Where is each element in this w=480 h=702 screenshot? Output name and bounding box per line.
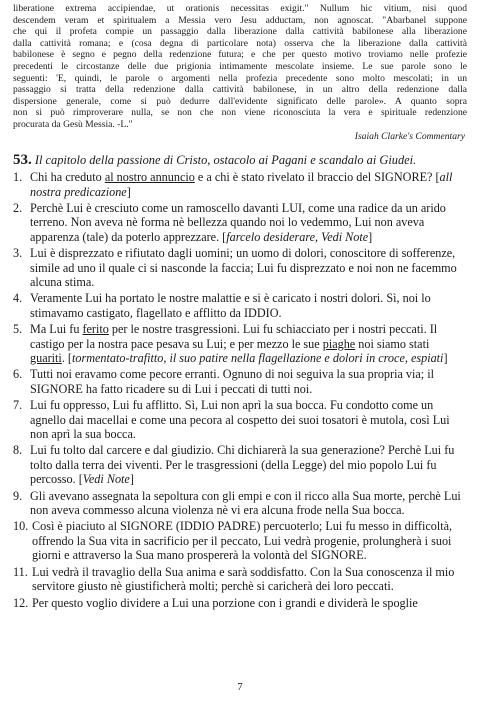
underlined-phrase: al nostro annuncio	[104, 170, 195, 185]
verse-number: 2.	[13, 200, 23, 215]
verse-text: ]	[126, 184, 131, 199]
verse-text: Perchè Lui è cresciuto come un ramoscello davanti LUI, come una radice da un arido terreno. Non aveva nè forma nè bellezza quando noi lo vedemmo, Lui non aveva apparenza (tale) da poterlo apprezzare. [	[30, 200, 446, 244]
verse-text: Così è piaciuto al SIGNORE (IDDIO PADRE) percuoterlo; Lui fu messo in difficoltà, offrendo la Sua vita in sacrificio per il peccato, Lui vedrà progenie, prolungherà i suoi giorni e attraverso la Sua mano prospererà la volontà del SIGNORE.	[32, 519, 453, 563]
verse-item	[13, 170, 467, 199]
verse-text: Lui è disprezzato e rifiutato dagli uomini; un uomo di dolori, conoscitore di sofferenze, simile ad uno il quale ci si nasconde la faccia; Lui fu disprezzato e noi non ne facemmo alcuna stima.	[30, 246, 457, 289]
verse-number: 1.	[13, 170, 23, 185]
verse-text: Veramente Lui ha portato le nostre malattie e si è caricato i nostri dolori. Sì, noi lo stimavamo castigato, flagellato e afflitto da IDDIO.	[30, 291, 431, 320]
underlined-phrase: piaghe	[322, 336, 356, 351]
verse-text: Lui fu oppresso, Lui fu afflitto. Sì, Lui non aprì la sua bocca. Fu condotto come un agnello dai macellai e come una pecora al cospetto dei suoi tosatori è mutola, così Lui non aprì la sua bocca.	[30, 398, 450, 442]
verse-item	[13, 246, 467, 289]
underlined-phrase: ferito	[82, 322, 109, 337]
bracket-note: Vedi Note	[82, 472, 130, 487]
verse-text: per le nostre trasgressioni. Lui fu schiacciato per i nostri peccati. Il castigo per la nostra pace pesava su Lui; e per mezzo le sue	[30, 322, 438, 351]
verse-number: 8.	[13, 443, 23, 458]
verse-item	[13, 565, 467, 594]
verse-number: 7.	[13, 398, 23, 413]
chapter-title: Il capitolo della passione di Cristo, ostacolo ai Pagani e scandalo ai Giudei.	[34, 153, 417, 168]
verse-item	[13, 367, 467, 396]
verse-text: Ma Lui fu	[30, 322, 83, 337]
commentary-line: che qui il profeta compie un passaggio dalla liberazione dalla cattività babilonese alla liberazione	[13, 26, 467, 38]
verse-text: . [	[61, 351, 72, 365]
commentary-line: dalla cattività romana; e (cosa degna di particolare nota) osserva che la liberazione dalla cattività	[13, 37, 467, 49]
page-number: 7	[237, 681, 243, 693]
verse-text: ]	[129, 472, 134, 487]
commentary-line: passaggio si tratta della redenzione dalla cattività babilonese, in un altro della redenzione dalla	[13, 84, 467, 96]
verse-text: Tutti noi eravamo come pecore erranti. Ognuno di noi seguiva la sua propria via; il SIGNORE ha fatto ricadere su di Lui i peccati di tutti noi.	[30, 367, 435, 396]
verse-text: Gli avevano assegnata la sepoltura con gli empi e con il ricco alla Sua morte, perchè Lui non aveva commesso alcuna violenza nè vi era alcuna frode nella Sua bocca.	[30, 488, 461, 518]
chapter-number: 53.	[13, 152, 32, 169]
commentary-line: procurata da Gesù Messia. -L."	[13, 118, 133, 130]
bracket-note: farcelo desiderare, Vedi Note	[226, 229, 369, 244]
verse-item	[13, 443, 467, 486]
commentary-line: precedenti le circostanze delle due prigionia intimamente mescolate insieme. Le sue parole sono le	[13, 60, 467, 72]
verse-number: 6.	[13, 367, 23, 382]
verse-item	[13, 322, 467, 365]
verse-number: 5.	[13, 322, 23, 337]
verse-number: 11.	[13, 564, 28, 579]
commentary-line: dispersione generale, come si può dedurre dall'evidente significato delle parole». A quanto sopra	[13, 95, 467, 107]
verse-item	[13, 201, 467, 244]
verse-item	[13, 291, 467, 320]
verse-text: Lui fu tolto dal carcere e dal giudizio. Chi dichiarerà la sua generazione? Perchè Lui fu tolto dalla terra dei viventi. Per le trasgressioni (della Legge) del mio popolo Lui fu percosso. [	[30, 443, 455, 487]
verse-text: Lui vedrà il travaglio della Sua anima e sarà soddisfatto. Con la Sua conoscenza il mio servitore giusto nè giustificherà molti; perchè si caricherà dei loro peccati.	[32, 564, 455, 594]
verse-item	[13, 596, 467, 610]
verse-text: ]	[443, 351, 448, 365]
verse-number: 9.	[13, 488, 23, 503]
bracket-note: tormentato-trafitto, il suo patire nella flagellazione e dolori in croce, espiati	[71, 351, 444, 365]
verse-text: noi siamo stati	[355, 336, 430, 351]
verse-text: e a chi è stato rivelato il braccio del SIGNORE? [	[194, 170, 440, 185]
verse-text: Chi ha creduto	[30, 170, 105, 185]
verse-number: 12.	[13, 595, 29, 610]
verse-number: 4.	[13, 291, 23, 306]
commentary-line: descendem veram et spiritualem a Messia vero Jesu adductam, non agnoscat. "Abarbanel suppone	[13, 14, 467, 26]
commentary-attribution: Isaiah Clarke's Commentary	[354, 130, 465, 142]
verse-text: Per questo voglio dividere a Lui una porzione con i grandi e dividerà le spoglie	[32, 595, 418, 610]
commentary-line: babilonese è segno e pegno della redenzione futura; e che per questo motivo troviamo nelle profezie	[13, 49, 467, 61]
verse-list	[13, 170, 467, 610]
chapter-heading	[13, 153, 467, 168]
commentary-block	[13, 3, 467, 131]
verse-number: 3.	[13, 246, 23, 261]
verse-item	[13, 489, 467, 518]
commentary-line: seguenti: 'E, quindi, le parole o argomenti nella profezia precedente sono molto mescolati; in un	[13, 72, 467, 84]
verse-number: 10.	[13, 519, 29, 534]
commentary-line: liberatione extrema accipiendae, ut orationis necessitas exigit." Nullum hic vitium, nisi quod	[13, 3, 467, 14]
verse-item	[13, 398, 467, 441]
commentary-line: non si può rimproverare nulla, se non che non viene riconosciuta la vera e spirituale redenzione	[13, 107, 467, 119]
verse-item	[13, 519, 467, 562]
underlined-phrase: guariti	[30, 351, 62, 365]
bracket-note: all nostra predicazione	[30, 170, 453, 199]
verse-text: ]	[368, 229, 373, 244]
